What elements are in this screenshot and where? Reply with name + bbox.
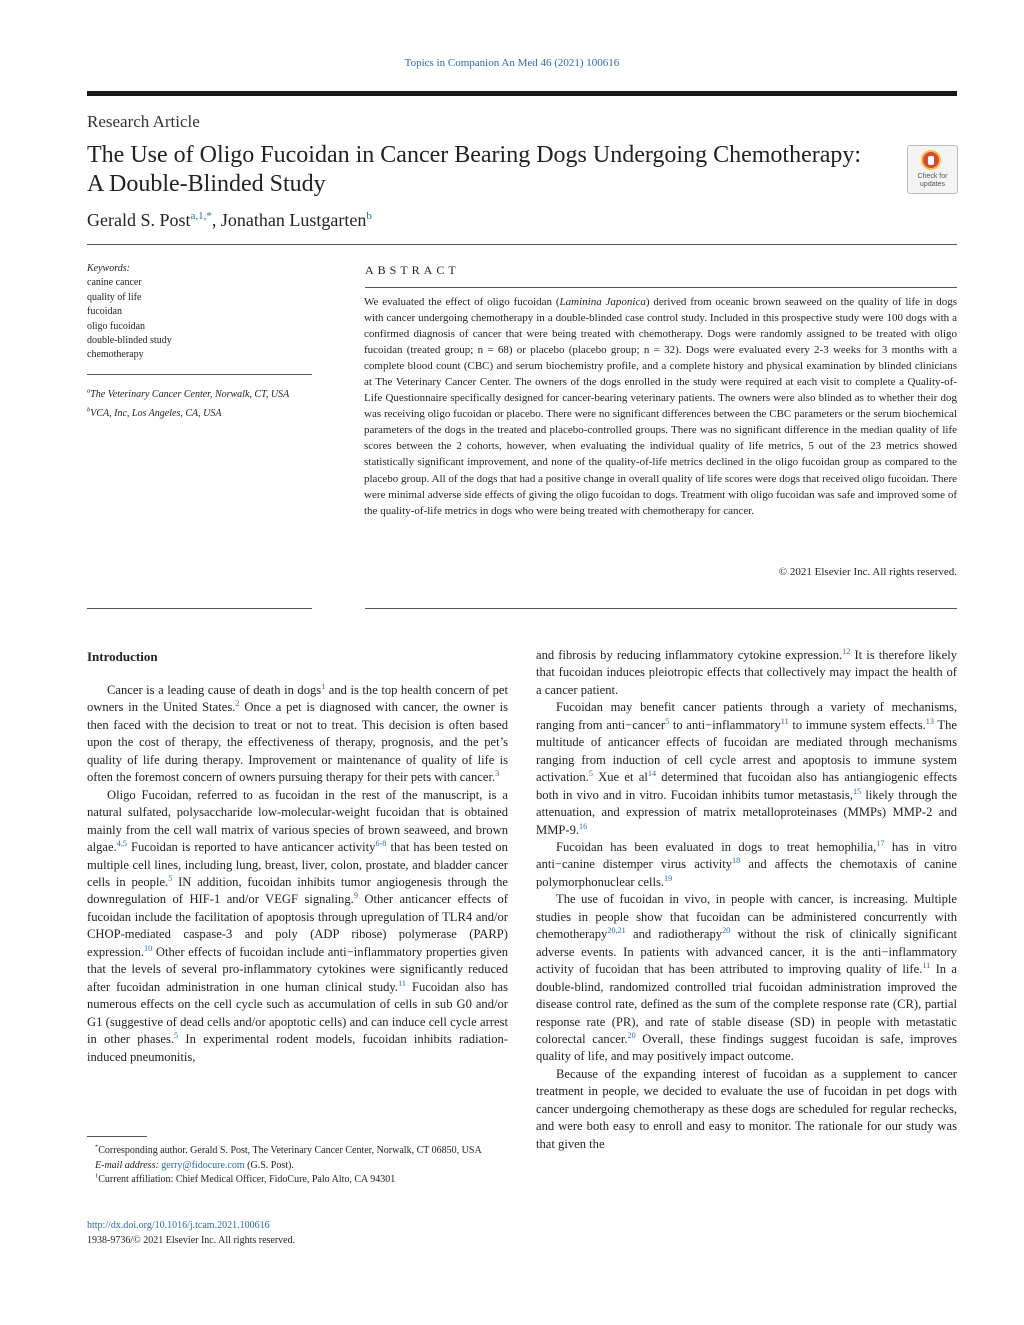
body-text: and radiotherapy <box>625 927 723 942</box>
affiliation-mark: b <box>87 406 91 414</box>
body-paragraph <box>536 699 957 839</box>
citation-ref[interactable]: 5 <box>588 768 593 778</box>
page-footer <box>87 1218 295 1248</box>
affiliation-mark: a <box>87 387 91 395</box>
body-text: Oligo Fucoidan, referred to as fucoidan in the rest of the manuscript, is a natural sulfated, polysaccharide low-molecular-weight fucoidan that is obtained mainly from the cell wall matrix of various species of brown seaweed, and brown algae. <box>87 787 508 855</box>
citation-ref[interactable]: 10 <box>144 943 153 953</box>
keywords-title: Keywords: <box>87 263 130 274</box>
body-paragraph <box>536 1066 957 1153</box>
body-text: The multitude of anticancer effects of fucoidan are mediated through mechanisms ranging from induction of cell cycle arrest and apoptosis to immune system activation. <box>536 717 957 785</box>
body-paragraph <box>536 891 957 1066</box>
citation-ref[interactable]: 3 <box>495 769 500 779</box>
citation-ref[interactable]: 11 <box>780 716 789 726</box>
body-column-right <box>536 647 957 1153</box>
citation-ref[interactable]: 5 <box>168 873 173 883</box>
author-marks[interactable]: b <box>366 210 372 222</box>
keyword: double-blinded study <box>87 335 172 347</box>
citation-ref[interactable]: 9 <box>353 891 358 901</box>
author-separator: , <box>211 210 221 230</box>
body-text: It is therefore likely that fucoidan induces pleiotropic effects that collectively may impact the health of a cancer patient. <box>536 648 957 697</box>
citation-ref[interactable]: 20,21 <box>607 926 626 936</box>
email-suffix: (G.S. Post). <box>244 1159 294 1171</box>
body-paragraph <box>87 682 508 787</box>
article-type: Research Article <box>87 112 200 131</box>
body-text: Cancer is a leading cause of death in dogs <box>107 683 322 697</box>
email-label: E-mail address: <box>95 1159 159 1171</box>
footnote-current-affiliation <box>87 1173 508 1188</box>
footnote-email <box>87 1159 508 1174</box>
body-text: and is the top health concern of pet owners in the United States. <box>87 683 508 715</box>
email-link[interactable]: gerry@fidocure.com <box>161 1159 245 1171</box>
abstract-heading: ABSTRACT <box>365 263 460 277</box>
header-rule <box>87 91 957 96</box>
body-text: In a double-blind, randomized controlled trial fucoidan administration improved the disease control rate, defined as the sum of the complete response rate (CR), partial response rate (PR), and rate of stable disease (SD) in people with metastatic colorectal cancer. <box>536 962 957 1046</box>
abstract-text <box>364 294 957 519</box>
keyword: canine cancer <box>87 277 142 289</box>
body-text: determined that fucoidan also has antiangiogenic effects both in vivo and in vitro. Fucoidan inhibits tumor metastasis, <box>536 770 958 802</box>
footnote-text: Current affiliation: Chief Medical Officer, FidoCure, Palo Alto, CA 94301 <box>98 1174 396 1186</box>
body-text: Xue et al <box>592 770 648 785</box>
citation-ref[interactable]: 2 <box>235 699 240 709</box>
body-paragraph <box>536 647 957 699</box>
body-text: that has been tested on multiple cell lines, including lung, breast, liver, colon, prostate, and bladder cancer cells in people. <box>87 840 508 889</box>
body-text: In experimental rodent models, fucoidan inhibits radiation-induced pneumonitis, <box>87 1032 508 1064</box>
body-text: Fucoidan is reported to have anticancer activity <box>126 840 376 855</box>
citation-ref[interactable]: 4,5 <box>116 838 127 848</box>
doi-link[interactable]: http://dx.doi.org/10.1016/j.tcam.2021.100616 <box>87 1220 270 1231</box>
keyword: chemotherapy <box>87 349 144 361</box>
author-name[interactable]: Gerald S. Post <box>87 210 191 230</box>
species-name: Laminina Japonica <box>559 296 646 308</box>
citation-ref[interactable]: 5 <box>665 716 670 726</box>
body-paragraph <box>536 839 957 891</box>
footnote-mark: * <box>95 1143 99 1151</box>
keywords-block <box>87 262 312 363</box>
citation-ref[interactable]: 12 <box>842 646 851 656</box>
body-text: Because of the expanding interest of fucoidan as a supplement to cancer treatment in people, we decided to evaluate the use of fucoidan in pet dogs with cancer undergoing chemotherapy as these dogs are scheduled for regular rechecks, and were both easy to enroll and easy to monitor. The rationale for our study was that given the <box>536 1066 957 1151</box>
body-text: Fucoidan has been evaluated in dogs to treat hemophilia, <box>556 839 877 854</box>
body-text: Overall, these findings suggest fucoidan is safe, improves quality of life, and may positively impact outcome. <box>536 1031 957 1064</box>
body-text: to immune system effects. <box>788 717 926 732</box>
body-column-left <box>87 682 508 1066</box>
abstract-text-part: We evaluated the effect of oligo fucoidan ( <box>364 296 560 308</box>
abstract-text-part: ) derived from oceanic brown seaweed on the quality of life in dogs with cancer undergoing chemotherapy in a double-blinded case control study. Included in this prospective study were 100 dogs with a confirmed diagnosis of cancer that were being treated with chemotherapy. Dogs were randomly assigned to be treated with oligo fucoidan (treated group; n = 68) or placebo (placebo group; n = 32). Dogs were evaluated every 2-3 weeks for 3 months with a complete blood count (CBC) and serum biochemistry profile, and a complete history and physical examination by blinded clinicians at The Veterinary Cancer Center. The owners of the dogs enrolled in the study were required at each visit to complete a Quality-of-Life Questionnaire specifically designed for cancer-bearing veterinary patients. The owners were also blinded as to whether their dog was receiving oligo fucoidan or placebo. There were no significant differences between the CBC parameters or the serum biochemical parameters of the dogs in the treated and placebo-controlled groups. There was no significant difference in the median quality of life scores between the 2 cohorts, however, when evaluating the individual quality of life metrics, 5 out of the 23 metrics showed statistically significant improvement, and none of the quality-of-life metrics declined in the oligo fucoidan group as compared to the placebo group. All of the dogs that had a positive change in overall quality of life scores were dogs that received oligo fucoidan. There were minimal adverse side effects of giving the oligo fucoidan to dogs. Treatment with oligo fucoidan was safe and improved some of the quality-of-life metrics in dogs who were being treated with chemotherapy for cancer. <box>364 296 957 517</box>
keyword: quality of life <box>87 291 142 303</box>
divider <box>87 244 957 245</box>
author-marks[interactable]: a,1,* <box>190 210 212 222</box>
body-text: without the risk of clinically significant adverse events. In patients with advanced cancer, it is the anti−inflammatory activity of fucoidan that has been attributed to improving quality of life. <box>536 927 957 977</box>
affiliation-text: VCA, Inc, Los Angeles, CA, USA <box>90 408 222 419</box>
citation-ref[interactable]: 5 <box>174 1030 179 1040</box>
footnote-corresponding <box>87 1144 508 1159</box>
divider <box>365 608 957 609</box>
body-text: to anti−inflammatory <box>669 717 781 732</box>
citation-ref[interactable]: 14 <box>647 768 657 778</box>
footnote-text: Corresponding author. Gerald S. Post, The Veterinary Cancer Center, Norwalk, CT 06850, USA <box>98 1145 482 1156</box>
divider <box>87 608 312 609</box>
abstract-copyright: © 2021 Elsevier Inc. All rights reserved. <box>778 566 957 578</box>
section-heading-introduction: Introduction <box>87 649 158 664</box>
check-for-updates-badge[interactable] <box>907 145 958 194</box>
body-text: IN addition, fucoidan inhibits tumor angiogenesis through the downregulation of HIF-1 and/or VEGF signaling. <box>87 874 508 907</box>
crossmark-icon <box>921 150 941 170</box>
citation-ref[interactable]: 11 <box>398 978 406 988</box>
citation-ref[interactable]: 1 <box>321 681 326 691</box>
affiliations <box>87 385 327 423</box>
article-title <box>87 141 897 199</box>
title-line-1: The Use of Oligo Fucoidan in Cancer Bearing Dogs Undergoing Chemotherapy: <box>87 142 862 168</box>
title-line-2: A Double-Blinded Study <box>87 171 326 197</box>
citation-ref[interactable]: 20 <box>722 926 731 936</box>
citation-ref[interactable]: 16 <box>579 821 588 831</box>
body-text: has in vitro anti−canine distemper virus activity <box>536 839 957 872</box>
affiliation <box>87 404 327 423</box>
body-text: Other effects of fucoidan include anti−inflammatory properties given that the levels of several pro-inflammatory cytokines were significantly reduced after fucoidan administration in one human clinical study. <box>87 944 508 994</box>
citation-ref[interactable]: 13 <box>925 716 934 726</box>
footnote-rule <box>87 1136 147 1137</box>
journal-citation[interactable]: Topics in Companion An Med 46 (2021) 100616 <box>404 57 620 69</box>
body-paragraph <box>87 787 508 1066</box>
author-list <box>87 210 372 231</box>
footnotes <box>87 1144 508 1188</box>
check-for-updates-label <box>908 173 957 189</box>
citation-ref[interactable]: 18 <box>732 856 741 866</box>
citation-ref[interactable]: 20 <box>627 1030 636 1040</box>
citation-ref[interactable]: 19 <box>664 873 673 883</box>
affiliation-text: The Veterinary Cancer Center, Norwalk, CT, USA <box>90 389 290 400</box>
body-text: Fucoidan may benefit cancer patients through a variety of mechanisms, ranging from anti−cancer <box>536 700 957 732</box>
body-text: likely through the attenuation, and expression of matrix metalloproteinases (MMPs) MMP-2 and MMP-9. <box>536 787 957 837</box>
badge-line-1: Check for <box>917 173 948 180</box>
body-text: and affects the chemotaxis of canine polymorphonuclear cells. <box>536 857 957 889</box>
keyword: fucoidan <box>87 306 122 318</box>
badge-line-2: updates <box>920 181 945 188</box>
body-text: Fucoidan also has numerous effects on the cell cycle such as accumulation of cells in sub G0 and/or G1 (suggestive of dead cells and/or apoptotic cells) and can induce cell cycle arrest in other phases. <box>87 979 509 1047</box>
citation-ref[interactable]: 11 <box>922 960 931 970</box>
body-text: and fibrosis by reducing inflammatory cytokine expression. <box>536 648 843 662</box>
citation-ref[interactable]: 15 <box>852 786 862 796</box>
author-name[interactable]: Jonathan Lustgarten <box>220 210 367 230</box>
footnote-mark: 1 <box>95 1172 99 1180</box>
divider <box>87 374 312 375</box>
divider <box>365 287 957 288</box>
citation-ref[interactable]: 17 <box>876 838 885 848</box>
affiliation <box>87 385 327 404</box>
issn-copyright: 1938-9736/© 2021 Elsevier Inc. All rights reserved. <box>87 1235 296 1246</box>
body-text: The use of fucoidan in vivo, in people with cancer, is increasing. Multiple studies in people show that fucoidan can be administered concurrently with chemotherapy <box>536 892 957 942</box>
body-text: Once a pet is diagnosed with cancer, the owner is then faced with the decision to treat or not to treat. This decision is often based upon the cost of therapy, the effectiveness of therapy, prognosis, and the pet’s quality of life during therapy. Improvement or maintenance of quality of life is often the foremost concern of owners pursuing therapy for their pets with cancer. <box>87 700 508 785</box>
citation-ref[interactable]: 6-8 <box>375 838 387 848</box>
body-text: Other anticancer effects of fucoidan include the facilitation of apoptosis through upregulation of TLR4 and/or CHOP-mediated caspase-3 and poly (ADP ribose) polymerase (PARP) expression. <box>87 892 508 959</box>
keyword: oligo fucoidan <box>87 320 146 332</box>
